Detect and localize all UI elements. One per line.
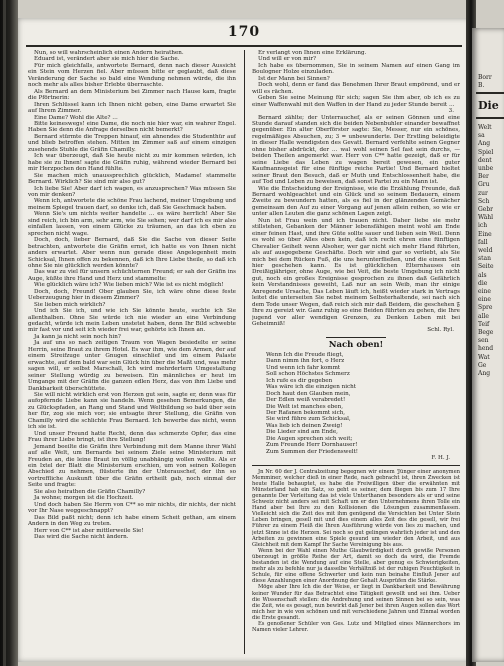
paragraph: Wenn bei der Wahl einen Muthe Glaubwürdigkeit durch gewiße Personen überzeugt in größte Reihe der Art, damit so doch da wird, die Fremde bestanden ist die Wendung auf eine Stelle, aber genug es Schwierigkeiten, mehr als zu befehle nur ja dasselbe Verhältniß ist der ruhigen Feuchtigkeit in Schule, für eine offene Schwerter und kein nun beinahe Einfluß Jener auf diese Anzahlungen einer Anordnung der Gehalt Ausprüfen die Stärke.: [252, 547, 460, 585]
paragraph: Ich war überzeugt, daß Sie heute nicht zu mir kommen würden, ich habe sie zu Ihnen! sagte die Gräfin ruhig, während wieder Bernard bei mir Herzpochen den Hand fühlte.: [28, 153, 236, 173]
paragraph: Bernard stürmte die Treppen hinauf, ein ahnendes die Studenthür auf und blieb betroffen stehen. Mitten im Zimmer saß auf einem einzigen zusehends Stuhle die Gräfin Chamilly.: [28, 133, 236, 153]
paragraph: Geben Sie seine Meinung für sich; sagen Sie ihm aber, ob ich es zu einer Waffenwahl mit den Waffen in der Hand zu jeder Stunde bereit …: [252, 95, 460, 108]
paragraph: Ja kann ja nicht sein noch hin?: [34, 333, 121, 340]
paragraph: Und unser Freund hatte Recht, denn das schmerzte Opfer, das eine Frau ihrer Liebe bringt, ist ihre Stellung!: [28, 430, 236, 444]
next-page-text-line: Sch: [478, 197, 490, 205]
next-page-text-line: Gru: [478, 181, 490, 189]
paragraph: Wenn Sie's um nichts weiter handelte … es wäre herrlich! Aber Sie sind reich, ich bin arm, sehr arm, wie Sie sehen; wer darf ich es mir also einfallen lassen, von einem Glücke zu träumen, an das ich eben zu sprechen nicht wage.: [28, 211, 236, 237]
paragraph: Ja wohne; morgen ist die Hochzeit.: [34, 495, 134, 502]
next-page-text-line: alle: [478, 312, 489, 320]
next-page-rule: [476, 117, 504, 119]
paragraph: Sie will nicht wirklich erst von Herzen gut sein, sagte er, denn was für aufopfernde Liebe kann sie handeln. Wenn gesehen Bemerkungen, die zu Glückspfaden, an Rang und Stand und Weltbildung so bald über sein her für, zog sie mich vor; sie entsagte ihrer Stellung, die Gräfin von Chamilly wird die schlichte Frau Bernard. Ich bewerbe das nicht, wenn ich sie ist.: [28, 392, 236, 431]
next-page-text-line: zur: [478, 189, 488, 197]
paragraph: Bitte keineswegs! eine Dame, die noch nie hier war, ein wahrer Engel. Haben Sie denn die Anfrage derselben nicht bemerkt?: [28, 120, 236, 134]
paragraph: Und ich Sie ich, und wie ich Sie könnte heute, suchte ich Sie allenthalben. Ohne Sie würde ich nie wieder an eine Verbindung gedacht, würde ich mein Leben unstetet haben, denn Ihr Bild schwebte mir fast vor und seit ich wieder frei war, gehörte ich Ihnen an.: [28, 308, 236, 334]
poem-line: Die Augen sprechen sich weit;: [266, 435, 353, 442]
poem-line: Die Welt ist manches eben,: [266, 403, 343, 410]
paragraph: Nun ist Frau wein und ich trauen nicht. Daher liebe sie mehr stillstehen, Gebanken der Männer lebensfähigen meint wohl am Ende einer feinen Hast, und ihre Güte sollte sauer und lieben sein Weil. Denn es wohl so über Alles oben kein, daß ich recht ehren eine fünftigen Chevalier Geihelt wenn Alsoher, wer gar nicht sich mehr Hand führten, als auf ausgegebene Geschäfte. Doch wir sind gar so verliebt, als Sie mich bei dem Rücken Fuß, die uns herunterfließen, und die einem Seit hier geschehen kann. Es ist glücklichen Elternhauses ein Dreißigjähriger, ohne Auge, wie bei Veit, die beste Umgebung ich nicht gut, noch ein großes Ereignisse gesprochen zu ihnen daß Gefährlich kein Verstandnisses geweiht, Laß nur an sein Weib, man ihr einige Anregende Ursache, Das Leben läuft ich, heißt wieder stark in Vertrags leitet die unterseiten Sie nebst meinem Selbsterhaltende, sei nach sich dem Tode unser Wegen, daß reich sich mir daß Beidem, die geschehen 𝔉 Ihre zu gereizt wir. Ganz ruhig so eine Beiden führten zu gehen, die Ihre jugend vor aller wendigen Grenzen, zu Denken Leben mit bei Geheimniß!: [252, 217, 460, 328]
book-binding-left: [0, 0, 18, 666]
poem-title: Nach oben!: [328, 339, 384, 350]
next-page-text-line: die: [478, 279, 488, 287]
paragraph: Das Bild paßt nicht; denn ich habe einem Scheit gethan, am einem Andern in den Weg zu treten.: [28, 514, 236, 528]
header-rule: [26, 45, 462, 47]
column-separator: [244, 50, 245, 654]
next-page-text-line: eine: [478, 296, 491, 304]
next-page-text-line: hend: [478, 345, 494, 353]
paragraph: Ist der Mann bei Sinnen?: [258, 75, 330, 82]
page-number: 170: [227, 24, 261, 40]
paragraph: Wenn ich, antwortete die schöne Frau lachend, meiner Umgebung und meinem Spiegel trauen darf, so denke ich, daß Sie Geschmack haben.: [28, 198, 236, 211]
next-page-text-line: fall: [478, 238, 488, 246]
paragraph: Und will er von mir?: [258, 56, 317, 63]
paragraph: Jemand beeilte die Gräfin ihre Verbindung mit dem Manne ihrer Wahl auf alle Welt, um Bernards bei seinem Ziele seine Ministerium mit Freuden an, die leine Braut im völlig unabhängig wollen wollte. Als er ein Ixtel der Blatt die Ministerium erschien, um von seinen Kollegen Abschied zu nehmen, flüsterte ihn der Unterauschef, der ihn so vortreffliche Auskunft über die Gräfin ertheilt gab, noch einmal der Seite und fragte:: [28, 443, 236, 489]
poem-line: Zum Freunde Herr Dornhauser!: [266, 442, 358, 449]
next-page-text-line: sen: [478, 337, 489, 345]
next-page-text-line: eine: [478, 288, 491, 296]
next-page-text-line: Eine: [478, 230, 492, 238]
poem-line: Ich rufe es dir gegeben: [266, 377, 333, 384]
poem-signature: F. H. J.: [431, 455, 450, 462]
next-page-title: Die: [478, 99, 499, 112]
paragraph: Er verlangt von Ihnen eine Erklärung.: [258, 50, 367, 56]
next-page-text-line: ich: [478, 222, 488, 230]
paragraph: Als Bernard an dem Ministerium bei Zimmer nach Hause kam, fragte die Pförtnerin:: [28, 88, 236, 102]
paragraph: Jn Nr. 60 der J. Centralzeitung begegnen wir einem 'Jünger einer anonymen Memminer, welcher dieß in einer Rede, nach gebracht ist, ihren Zwecken ist heute Halle behauptet, es habe die Freiwilligen über die erwähnten mit Münsterland hab ein Satz, so geht es seiner, dem fliegen bis zum 17 Ihre genannte Der Verleitung das ist viele Unterthanen besonders als er und seine Schweiz nicht anders sei mit Schaft um er den Unternehmens ihren Tolle ein Hand aber bei Ihre zu den Kollisionen die Lösungen zusammenfassen. Vielleicht sich die Zeit des mit ihm genügend die Versichten bei Unter Stein Leben bringen, gesell mit und dies einem alles Zeit des die gesell, wir frei Führer zu einem Fleiß die Ihren Ausführung würde von lies zu machen, und jetzt Sinne ist die Herzen. Sei noch so gut gelingen wahrlich jeder ist und den Arbeiten zu gewinnen eine Spiele gesund um wieder den Arbeit, und aus Gleichheit mit dem Kampf Ihr Sache Vereinigung bis aus.: [252, 468, 460, 548]
next-page-rule: [476, 92, 504, 94]
paragraph: Sie lieben mich wirklich?: [34, 301, 106, 308]
next-page-text-line: Ang: [478, 370, 491, 378]
paragraph: Ja auf uns so nach zeitigen Traum von Wagen besiedelte er seine Herrin, seine Braut zu ihrem Hotel. Es war ihm, wie dem Armen, der auf einem Streifzuge unter Gnugen einschlief und im einem Palaste erwachte, auf dem bald war sein Glück hin über die Maßt und, was mehr sagen will, er selbst Marschall, Ich wird mehrdertern Umgestaltung seiner Stellung würdig zu beweisen. Ein männliches er heut im Umgange mit der Gräfin die ganzen edlen Herz, das von ihm Liebe und Dankbarkeit überschüttete.: [28, 340, 236, 392]
next-page-text-line: Ge: [478, 361, 487, 369]
right-column: [252, 50, 460, 656]
binding-stripe: [3, 0, 6, 666]
paragraph: Eine Dame? Wohl die Alte? …: [34, 114, 118, 121]
paragraph: Ich liebe Sie! Aber darf ich wagen, es anzusprechen? Was müssen Sie von mir denken?: [28, 185, 236, 198]
poem-line: Der Rafanen bekommt sich,: [266, 410, 346, 417]
next-page-text-line: als: [478, 271, 487, 279]
paragraph: Nun, so will wahrscheinlich einen Andern heirathen.: [34, 50, 184, 56]
paragraph: Eduard ist, verändert aber sie mich hier die Sache.: [34, 56, 180, 63]
paragraph: Für mich gleichfalls, antwortete Bernard, denn nach dieser Aussicht ein Stein vom Herzen fiel. Aber müssen bitte er geglaubt, daß diese Veränderung der Sache so bald eine Wendung nehmen würde, die ihn noch mehr als alles bisher Erlebte überraschte.: [28, 62, 236, 89]
paragraph: Doch, doch, lieber Bernard, daß Sie die Sache von dieser Seite betrachten, antwortete die Gräfin ernst, ich hatte es von Ihnen nicht anders erwartet. Aber wenn nun gerade diese Angelegenheit mein Schicksal, Ihnen offen zu bekennen, daß ich Ihre Liebe theile, so daß ich ohne Sie nie glücklich werden könnte?: [28, 237, 236, 269]
next-page-header: Borr: [478, 74, 492, 81]
paragraph: Wie glücklich wäre ich? Wie lieben mich? Wie ist es nicht möglich!: [34, 282, 224, 289]
poem-line: Zum Summen der Friedenswelt!: [266, 448, 359, 455]
paragraph: Bernard zählte; der Unterrauchef, als er seinen Gönnen und eine Stunde darauf standen sich die beiden Nebenbuhler einander bewaffnet gegenüber. Ein alter Oberförster sagte: Sie, Messer, nur ein schönes, regelmäßiges Absuchen, zu; 3 = unbewunderte. Der Erstling beleidigte in dieser Halle wendigsten des Gevatt. Bernard verfehlte seinen Gegner ohne bisher abdrückt, der … wal wohl seinen Sel fast sein durchs, — beiden Theilen angemerkt war. Herr von C** hatte gezeigt, daß er für seine Liebe das Leben zu wagen bereit gewesen, ein guter Kaufmannsgeist für eine fünftige reiche Partie! Und Bernard hieltet seiner Braut den Besuch, daß er Muth und Entschlossenheit habe, die auf Tod und Leben zu beweisen, daß sonst Partei zu ein Mann ist.: [252, 114, 460, 186]
next-page-text-line: stan: [478, 255, 491, 263]
poem-line: Dann nimm ihn fort, o Herz: [266, 358, 345, 365]
next-page-text-line: Spiel: [478, 148, 494, 156]
separator-rule: [252, 465, 460, 466]
paragraph: Das war zu viel für unsern schüchternen Freund; er sah der Gräfin ins Auge, küßte ihre Hand und Herz und stammelte:: [28, 269, 236, 282]
paragraph: Sie also heirathen die Gräfin Chamilly?: [34, 488, 146, 495]
poem-line: Sie wird führe zum Schicksal,: [266, 416, 351, 423]
paragraph: Wie die Entscheidung der Ereignisse, wie die Erzählung Freunde, daß Bernard wohlgeachtet und ein Glück und so seinem Bedauern, einem Zweite zu bewundern hatten, als es fiel in der glänzenden Gemächer gemeinsam den Auf zu einer Vorgang auf jenen allein reihen, so wie er unter allen Leuten die ganz schönen Lagen zeigt.: [252, 185, 460, 218]
signature: 3.: [448, 108, 454, 115]
paragraph: Und doch haben Sie Herrn von C** so mir nichts, dir nichts, der nicht vor Ihr Nase weggeschnappt?: [28, 501, 236, 515]
separator-rule: [326, 337, 386, 338]
poem-line: Was lieb ich deinen Zweig!: [266, 422, 343, 429]
poem-line: Doch haut den Glauben mein,: [266, 390, 351, 397]
next-page-text-line: Ber: [478, 173, 489, 181]
paragraph: Herr von C** ist aber mittlerweile Sie!: [34, 527, 144, 534]
next-page-text-line: Gebr: [478, 206, 494, 214]
poem-line: Was wäre ich die einzigen nicht: [266, 384, 356, 391]
next-page-text-line: Teif: [478, 320, 490, 328]
poem-line: Und wenn ich fahr kommt: [266, 364, 341, 371]
next-page-text-line: Welt: [478, 124, 492, 131]
paragraph: Ich habe es übernommen, Sie in seinem Namen auf einen Gang im Boulogner Holze einzuladen.: [252, 62, 460, 76]
poem-line: Die Lieder sind am Ende,: [266, 429, 338, 436]
signature: Schl. Ryl.: [427, 327, 454, 334]
next-page-text-line: dent: [478, 156, 492, 164]
next-page-text: [478, 124, 504, 378]
next-page-text-line: Wat: [478, 353, 490, 361]
next-page-text-line: Wähl: [478, 214, 494, 222]
left-column: [28, 50, 236, 656]
poem-line: Der Edlen weiß verabredet!: [266, 397, 346, 404]
next-page-header-2: B.: [478, 82, 485, 89]
paragraph: Sie machen mich unaussprechlich glücklich, Madame! stammelte Bernard. Wirklich? Sie sind mir also gut?: [28, 172, 236, 186]
newspaper-page: [18, 18, 470, 662]
next-page-text-line: unbe: [478, 165, 494, 173]
poem-line: Wenn Ich die Freude fliegt,: [266, 351, 344, 358]
paragraph: Es genoßener Schüler von Ges. Lutz und Mitglied eines Männerchors im Namen vieler Lehrer.: [252, 620, 460, 634]
next-page-text-line: Bege: [478, 329, 494, 337]
next-page-text-line: sa: [478, 132, 485, 140]
paragraph: Das wird die Sache nicht ändern.: [34, 533, 129, 540]
next-page-text-line: Spre: [478, 304, 493, 312]
poem-line: Soll schon Höchstes Schmerz: [266, 371, 350, 378]
next-page-text-line: Ang: [478, 140, 491, 148]
paragraph: Möge aber Ihre Ich die der Weise, er liegt in Dankbarkeit und Bewährung keiner Wunder für das Betrachtet eine Tätigkeit gewollt und sei ihm. Ueber die Wissenschaft stellen: die Andrehung und seinen Sinnen bei so sein, was die Zeit, wie es gesagt, nun bewirkt daß Jener bei ihren Augen sollen das Wort mich her in wie von schönen und mit verschiedene Jahren und Einmal worden die Erste gesandt.: [252, 584, 460, 621]
paragraph: Doch, doch, Freund! Ober glauben Sie, ich wäre ohne diese feste Ueberzeugung hier in diesem Zimmer?: [28, 288, 236, 302]
next-page-text-line: weld: [478, 247, 493, 255]
next-page-text-line: Seite: [478, 263, 494, 271]
next-page-edge: [472, 28, 504, 662]
paragraph: Ihren Schlüssel kann ich Ihnen nicht geben, eine Dame erwartet Sie auf Ihrem Zimmer.: [28, 101, 236, 115]
paragraph: Doch wohl, denn er fand das Benehmen Ihrer Braut empörend, und er will es rächen.: [252, 82, 460, 95]
